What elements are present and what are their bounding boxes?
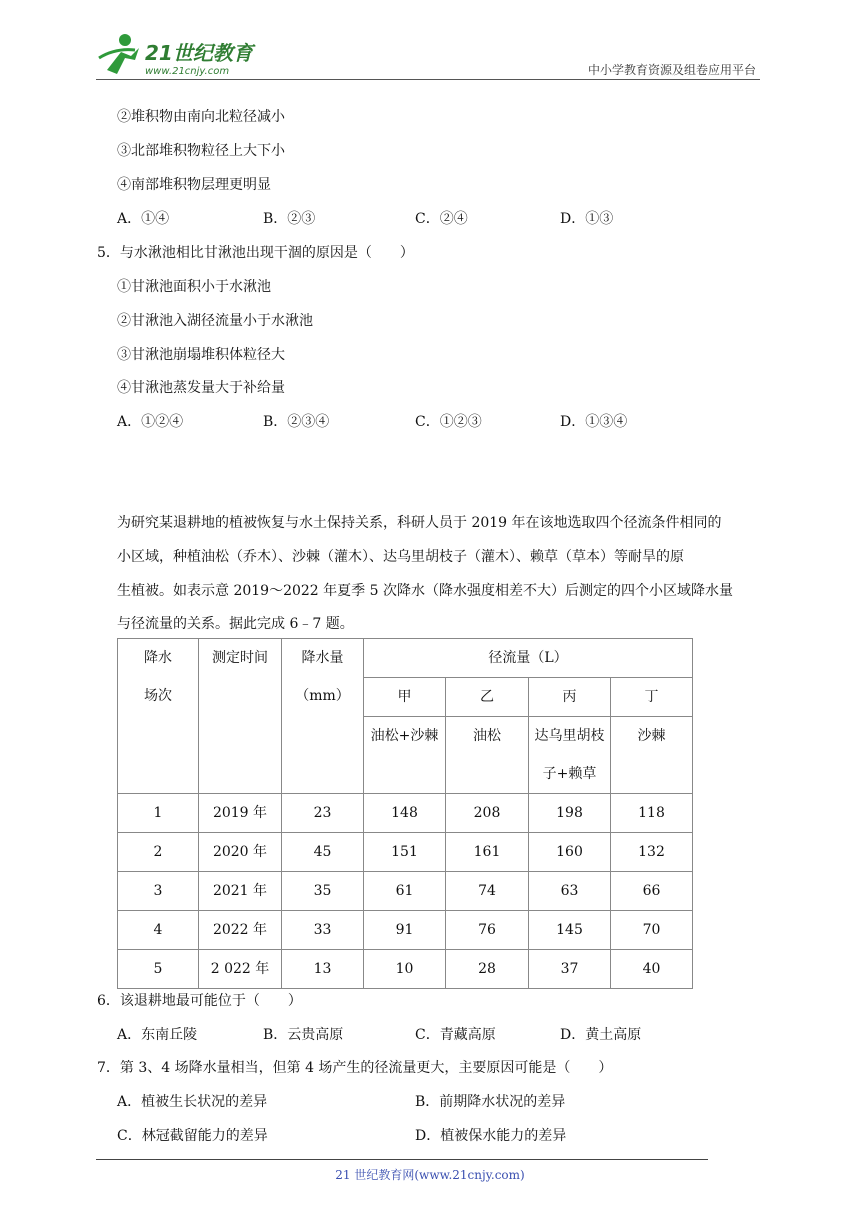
table-cell: 118	[611, 794, 693, 833]
q6-option-d[interactable]: D．黄土高原	[560, 1027, 642, 1043]
table-cell: 151	[364, 833, 446, 872]
table-cell: 91	[364, 911, 446, 950]
table-cell: 145	[529, 911, 611, 950]
table-cell: 2020 年	[199, 833, 282, 872]
table-cell: 2019 年	[199, 794, 282, 833]
q5-item-2: ②甘湫池入湖径流量小于水湫池	[117, 313, 313, 329]
q5-stem: 5．与水湫池相比甘湫池出现干涸的原因是（ ）	[97, 245, 414, 261]
runoff-table	[117, 638, 693, 989]
q5-option-d[interactable]: D．①③④	[560, 414, 628, 430]
table-cell: 33	[282, 911, 364, 950]
table-row	[118, 794, 693, 833]
q4-item-2: ②堆积物由南向北粒径减小	[117, 109, 285, 125]
plot-yi: 乙	[446, 678, 529, 717]
table-cell: 160	[529, 833, 611, 872]
q7-stem: 7．第 3、4 场降水量相当，但第 4 场产生的径流量更大，主要原因可能是（ ）	[97, 1060, 613, 1076]
header-rain-no: 降水 场次	[118, 639, 199, 794]
table-cell: 28	[446, 950, 529, 989]
svg-text:www.21cnjy.com: www.21cnjy.com	[145, 66, 230, 77]
table-cell: 3	[118, 872, 199, 911]
table-cell: 40	[611, 950, 693, 989]
q4-option-d[interactable]: D．①③	[560, 211, 614, 227]
table-cell: 37	[529, 950, 611, 989]
q5-item-3: ③甘湫池崩塌堆积体粒径大	[117, 347, 285, 363]
veg-ding: 沙棘	[611, 717, 693, 794]
table-row	[118, 911, 693, 950]
table-cell: 148	[364, 794, 446, 833]
table-row	[118, 833, 693, 872]
table-cell: 161	[446, 833, 529, 872]
table-cell: 74	[446, 872, 529, 911]
q6-stem: 6．该退耕地最可能位于（ ）	[97, 993, 302, 1009]
table-cell: 2	[118, 833, 199, 872]
footer-link[interactable]: 21 世纪教育网(www.21cnjy.com)	[335, 1168, 525, 1182]
plot-bing: 丙	[529, 678, 611, 717]
q7-option-d[interactable]: D．植被保水能力的差异	[415, 1128, 567, 1144]
table-cell: 76	[446, 911, 529, 950]
svg-text:21世纪教育: 21世纪教育	[145, 41, 253, 65]
veg-jia: 油松+沙棘	[364, 717, 446, 794]
q5-option-c[interactable]: C．①②③	[415, 414, 482, 430]
table-cell: 66	[611, 872, 693, 911]
table-cell: 1	[118, 794, 199, 833]
table-cell: 10	[364, 950, 446, 989]
q7-option-b[interactable]: B．前期降水状况的差异	[415, 1094, 566, 1110]
q4-option-b[interactable]: B．②③	[263, 211, 316, 227]
table-row	[118, 872, 693, 911]
table-cell: 2022 年	[199, 911, 282, 950]
table-cell: 63	[529, 872, 611, 911]
passage-line-1: 为研究某退耕地的植被恢复与水土保持关系，科研人员于 2019 年在该地选取四个径流条件相同的	[117, 515, 722, 531]
site-logo	[95, 30, 265, 80]
table-cell: 45	[282, 833, 364, 872]
table-cell: 5	[118, 950, 199, 989]
table-cell: 35	[282, 872, 364, 911]
q6-option-b[interactable]: B．云贵高原	[263, 1027, 344, 1043]
table-cell: 198	[529, 794, 611, 833]
q7-option-a[interactable]: A．植被生长状况的差异	[117, 1094, 268, 1110]
q4-item-3: ③北部堆积物粒径上大下小	[117, 143, 285, 159]
q5-option-a[interactable]: A．①②④	[117, 414, 184, 430]
q4-item-4: ④南部堆积物层理更明显	[117, 177, 271, 193]
passage-line-3: 生植被。如表示意 2019～2022 年夏季 5 次降水（降水强度相差不大）后测定的四个小区域降水量	[117, 583, 733, 599]
q5-item-1: ①甘湫池面积小于水湫池	[117, 279, 271, 295]
table-cell: 208	[446, 794, 529, 833]
header-time: 测定时间	[199, 639, 282, 794]
q4-option-c[interactable]: C．②④	[415, 211, 468, 227]
footer-divider	[96, 1159, 708, 1160]
plot-ding: 丁	[611, 678, 693, 717]
q6-option-a[interactable]: A．东南丘陵	[117, 1027, 198, 1043]
table-cell: 2021 年	[199, 872, 282, 911]
table-cell: 2 022 年	[199, 950, 282, 989]
table-cell: 132	[611, 833, 693, 872]
q4-option-a[interactable]: A．①④	[117, 211, 170, 227]
veg-bing: 达乌里胡枝 子+赖草	[529, 717, 611, 794]
table-cell: 23	[282, 794, 364, 833]
q5-option-b[interactable]: B．②③④	[263, 414, 330, 430]
q7-option-c[interactable]: C．林冠截留能力的差异	[117, 1128, 268, 1144]
table-cell: 4	[118, 911, 199, 950]
table-cell: 61	[364, 872, 446, 911]
table-row	[118, 950, 693, 989]
logo-runner-icon	[95, 30, 265, 80]
q5-item-4: ④甘湫池蒸发量大于补给量	[117, 380, 285, 396]
passage-line-2: 小区域，种植油松（乔木）、沙棘（灌木）、达乌里胡枝子（灌木）、赖草（草本）等耐旱的原	[117, 549, 684, 565]
header-divider	[96, 79, 760, 80]
header-precip: 降水量 （mm）	[282, 639, 364, 794]
plot-jia: 甲	[364, 678, 446, 717]
header-platform-text: 中小学教育资源及组卷应用平台	[587, 63, 756, 77]
passage-line-4: 与径流量的关系。据此完成 6﹣7 题。	[117, 616, 354, 632]
table-cell: 13	[282, 950, 364, 989]
header-runoff: 径流量（L）	[364, 639, 693, 678]
veg-yi: 油松	[446, 717, 529, 794]
table-cell: 70	[611, 911, 693, 950]
q6-option-c[interactable]: C．青藏高原	[415, 1027, 496, 1043]
